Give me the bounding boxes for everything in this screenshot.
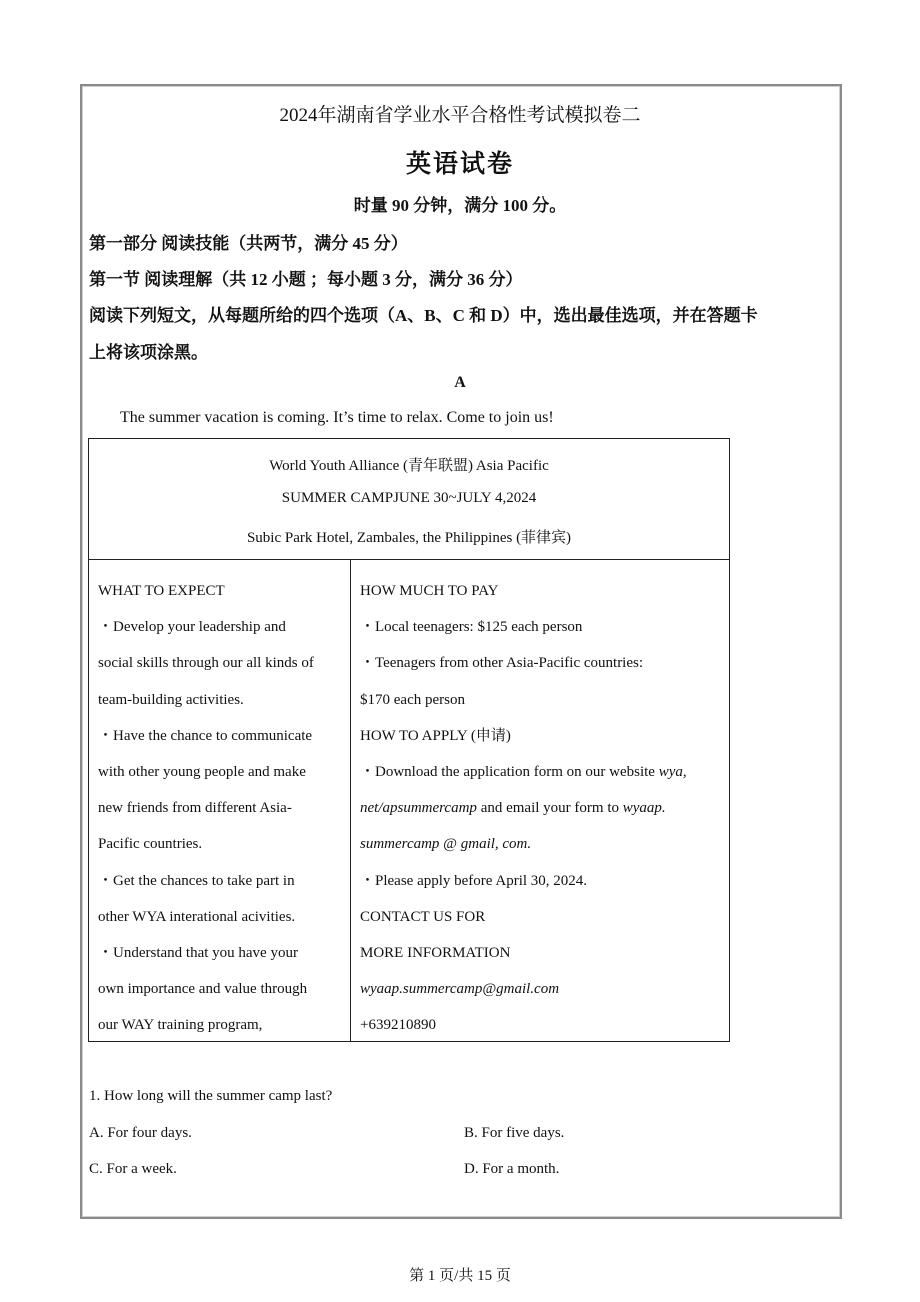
page-footer: 第 1 页/共 15 页 xyxy=(409,1268,511,1284)
pay-other-amount: $170 each person xyxy=(360,691,465,708)
passage-intro: The summer vacation is coming. It’s time to relax. Come to join us! xyxy=(120,409,554,426)
pay-other: ・Teenagers from other Asia-Pacific countries: xyxy=(360,655,644,672)
email-link[interactable]: summercamp @ gmail, com. xyxy=(360,836,532,853)
left-line: ・Develop your leadership and xyxy=(98,619,286,636)
subject-title: 英语试卷 xyxy=(405,151,514,178)
option-a: A. For four days. xyxy=(89,1125,192,1141)
website-link[interactable]: net/apsummercamp xyxy=(360,800,477,817)
apply-deadline: ・Please apply before April 30, 2024. xyxy=(360,872,588,889)
contact-phone: +639210890 xyxy=(360,1017,436,1034)
left-line: own importance and value through xyxy=(98,981,308,998)
instructions-line-1: 阅读下列短文，从每题所给的四个选项（A、B、C 和 D）中，选出最佳选项，并在答题卡 xyxy=(89,306,758,325)
left-line: new friends from different Asia- xyxy=(98,800,292,817)
email-link[interactable]: wyaap. xyxy=(622,800,666,817)
ad-dates: SUMMER CAMPJUNE 30~JULY 4,2024 xyxy=(281,490,537,506)
what-to-expect-column xyxy=(98,573,314,1044)
instructions-line-2: 上将该项涂黑。 xyxy=(89,343,208,362)
apply-heading: HOW TO APPLY (申请) xyxy=(360,727,511,744)
option-c: C. For a week. xyxy=(89,1161,177,1177)
apply-line-2: net/apsummercamp and email your form to wyaap. xyxy=(360,800,666,817)
left-line: our WAY training program, xyxy=(98,1017,263,1034)
apply-line-1: ・Download the application form on our website wya, xyxy=(360,764,687,781)
left-line: ・Get the chances to take part in xyxy=(98,872,295,889)
left-line: social skills through our all kinds of xyxy=(98,655,314,672)
exam-title: 2024年湖南省学业水平合格性考试模拟卷二 xyxy=(279,105,641,126)
left-line: with other young people and make xyxy=(98,764,306,781)
apply-line-3 xyxy=(360,826,687,862)
contact-heading: CONTACT US FOR xyxy=(360,908,486,925)
pay-local: ・Local teenagers: $125 each person xyxy=(360,619,583,636)
left-line: WHAT TO EXPECT xyxy=(98,583,225,599)
left-line: Pacific countries. xyxy=(98,836,203,853)
left-line: team-building activities. xyxy=(98,691,244,708)
part-heading: 第一部分 阅读技能（共两节，满分 45 分） xyxy=(89,234,408,253)
pay-apply-column xyxy=(360,573,687,1044)
section-heading: 第一节 阅读理解（共 12 小题 ；每小题 3 分，满分 36 分） xyxy=(89,270,523,289)
contact-email[interactable]: wyaap.summercamp@gmail.com xyxy=(360,981,560,998)
ad-org: World Youth Alliance (青年联盟) Asia Pacific xyxy=(269,458,549,474)
contact-heading-2: MORE INFORMATION xyxy=(360,945,511,962)
time-info: 时量 90 分钟，满分 100 分。 xyxy=(353,196,567,215)
option-d: D. For a month. xyxy=(464,1161,560,1177)
website-link[interactable]: wya, xyxy=(658,764,687,781)
left-line: ・Understand that you have your xyxy=(98,945,298,962)
passage-label: A xyxy=(454,374,466,391)
pay-heading: HOW MUCH TO PAY xyxy=(360,583,499,599)
left-line: other WYA interational acivities. xyxy=(98,908,296,925)
question-stem: 1. How long will the summer camp last? xyxy=(89,1088,333,1104)
camp-ad-table xyxy=(88,438,730,1042)
ad-location: Subic Park Hotel, Zambales, the Philippines (菲律宾) xyxy=(246,530,572,546)
column-divider xyxy=(350,559,351,1041)
option-b: B. For five days. xyxy=(464,1125,565,1141)
left-line: ・Have the chance to communicate xyxy=(98,727,313,744)
ad-header xyxy=(89,439,729,560)
